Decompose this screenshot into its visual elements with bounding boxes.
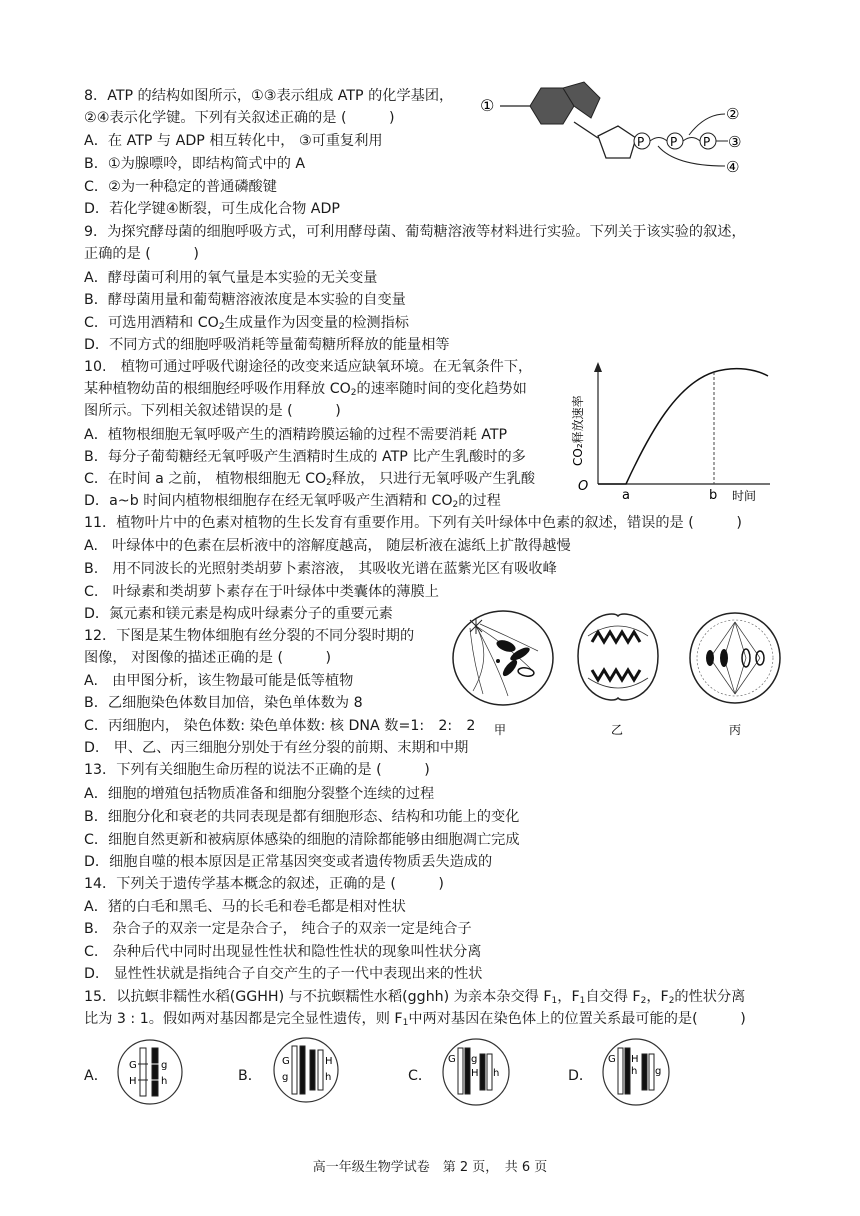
q13-option-b: B．细胞分化和衰老的共同表现是都有细胞形态、结构和功能上的变化 [84,809,520,825]
label-yi: 乙 [611,723,624,737]
q14-option-a: A．猪的白毛和黑毛、马的长毛和卷毛都是相对性状 [84,899,406,915]
atp-structure-figure [470,80,770,180]
q15-option-b-figure [272,1036,340,1104]
origin-label: O [578,479,589,494]
q15-option-c-label: C． [408,1068,433,1084]
q15-option-c-figure [440,1036,512,1108]
q8-option-c: C．②为一种稳定的普通磷酸键 [84,179,277,195]
q8-stem-2: ②④表示化学键。下列有关叙述正确的是 ( ) [84,110,395,126]
q10-option-b: B．每分子葡萄糖经无氧呼吸产生酒精时生成的 ATP 比产生乳酸时的多 [84,449,526,465]
q13-option-a: A．细胞的增殖包括物质准备和细胞分裂整个连续的过程 [84,786,435,802]
q8-option-a: A．在 ATP 与 ADP 相互转化中， ③可重复利用 [84,133,383,149]
q10-option-c: C．在时间 a 之前， 植物根细胞无 $CO_2$释放， 只进行无氧呼吸产生乳酸 [84,471,536,488]
q13-option-d: D．细胞自噬的根本原因是正常基因突变或者遗传物质丢失造成的 [84,854,493,870]
gene-h: h [325,1072,332,1083]
cell-yi [578,614,658,700]
q15-option-d-figure [600,1036,672,1108]
q15-option-b-label: B． [238,1068,262,1084]
gene-G: G [448,1054,456,1065]
q12-stem-2: 图像， 对图像的描述正确的是 ( ) [84,650,332,666]
gene-h: h [161,1076,168,1087]
label-bing: 丙 [729,723,742,737]
q9-option-a: A．酵母菌可利用的氧气量是本实验的无关变量 [84,270,378,286]
phosphate-1-label: P [637,135,645,149]
gene-H: H [325,1056,333,1067]
q15-stem-1: 15．以抗螟非糯性水稻(GGHH) 与不抗螟糯性水稻(gghh) 为亲本杂交得 $F_1$，$F_1$自交得 $F_2$，$F_2$的性状分离 [84,989,746,1006]
q9-stem-1: 9．为探究酵母菌的细胞呼吸方式，可利用酵母菌、葡萄糖溶液等材料进行实验。下列关于该实验的叙述， [84,224,746,240]
gene-H: H [129,1076,137,1087]
q10-option-d: D．a~b 时间内植物根细胞存在经无氧呼吸产生酒精和 $CO_2$的过程 [84,493,501,510]
q13-option-c: C．细胞自然更新和被病原体感染的细胞的清除都能够由细胞凋亡完成 [84,832,520,848]
rate-curve [598,369,768,484]
q8-option-d: D．若化学键④断裂，可生成化合物 ADP [84,201,340,217]
gene-G: G [282,1056,290,1067]
q10-stem-2: 某种植物幼苗的根细胞经呼吸作用释放 $CO_2$的速率随时间的变化趋势如 [84,381,527,398]
q12-option-b: B．乙细胞染色体数目加倍，染色单体数为 8 [84,695,363,711]
q9-option-b: B．酵母菌用量和葡萄糖溶液浓度是本实验的自变量 [84,292,406,308]
atp-label-3: ③ [728,133,742,151]
gene-H: H [471,1068,479,1079]
gene-H: H [631,1054,639,1065]
q10-option-a: A．植物根细胞无氧呼吸产生的酒精跨膜运输的过程不需要消耗 ATP [84,427,508,443]
q9-option-d: D．不同方式的细胞呼吸消耗等量葡萄糖所释放的能量相等 [84,337,450,353]
mitosis-figure [448,606,784,742]
q15-stem-2: 比为 3 : 1。假如两对基因都是完全显性遗传，则 $F_1$中两对基因在染色体上的位置关系最可能的是( ) [84,1011,746,1028]
y-axis-label: CO₂释放速率 [571,395,585,466]
q8-stem-1: 8．ATP 的结构如图所示，①③表示组成 ATP 的化学基团， [84,88,454,104]
q12-option-d: D. 甲、乙、丙三细胞分别处于有丝分裂的前期、末期和中期 [84,740,469,756]
phosphate-2-label: P [670,135,678,149]
q12-option-c: C．丙细胞内， 染色体数: 染色单体数: 核 DNA 数=1: 2: 2 [84,718,476,734]
q10-stem-3: 图所示。下列相关叙述错误的是 ( ) [84,403,341,419]
page-footer: 高一年级生物学试卷 第 2 页， 共 6 页 [312,1160,548,1175]
q11-option-b: B. 用不同波长的光照射类胡萝卜素溶液， 其吸收光谱在蓝紫光区有吸收峰 [84,561,557,577]
gene-h: h [493,1068,500,1079]
gene-g: g [282,1072,289,1083]
q9-option-c: C．可选用酒精和 $CO_2$生成量作为因变量的检测指标 [84,315,409,332]
q14-option-c: C. 杂种后代中同时出现显性性状和隐性性状的现象叫性状分离 [84,944,482,960]
gene-g: g [161,1060,168,1071]
phosphate-3-label: P [703,135,711,149]
tick-a: a [622,488,630,503]
q15-option-a-label: A． [84,1068,108,1084]
q14-option-b: B. 杂合子的双亲一定是杂合子， 纯合子的双亲一定是纯合子 [84,921,472,937]
q11-option-a: A. 叶绿体中的色素在层析液中的溶解度越高， 随层析液在滤纸上扩散得越慢 [84,538,571,554]
gene-G: G [129,1060,137,1071]
atp-label-4: ④ [726,158,740,176]
q14-option-d: D. 显性性状就是指纯合子自交产生的子一代中表现出来的性状 [84,966,483,982]
tick-b: b [709,488,718,503]
gene-g: g [471,1054,478,1065]
q9-stem-2: 正确的是 ( ) [84,246,199,262]
q15-option-a-figure [116,1038,184,1106]
q10-stem-1: 10. 植物可通过呼吸代谢途径的改变来适应缺氧环境。在无氧条件下， [84,359,533,375]
gene-h: h [631,1066,638,1077]
gene-g: g [655,1066,662,1077]
q11-option-d: D．氮元素和镁元素是构成叶绿素分子的重要元素 [84,606,393,622]
q12-stem-1: 12．下图是某生物体细胞有丝分裂的不同分裂时期的 [84,628,415,644]
atp-label-2: ② [726,105,740,123]
q14-stem: 14．下列关于遗传学基本概念的叙述，正确的是 ( ) [84,876,444,892]
q8-option-b: B．①为腺嘌呤，即结构简式中的 A [84,156,306,172]
q11-option-c: C. 叶绿素和类胡萝卜素存在于叶绿体中类囊体的薄膜上 [84,584,439,600]
x-axis-label: 时间 [732,489,757,503]
atp-label-1: ① [480,96,495,115]
gene-G: G [608,1054,616,1065]
q15-option-d-label: D． [568,1068,594,1084]
label-jia: 甲 [494,723,507,737]
co2-release-chart [562,362,774,504]
q13-stem: 13．下列有关细胞生命历程的说法不正确的是 ( ) [84,762,430,778]
cell-bing [690,613,780,703]
q11-stem: 11．植物叶片中的色素对植物的生长发育有重要作用。下列有关叶绿体中色素的叙述，错误的是 ( ) [84,515,742,531]
q12-option-a: A. 由甲图分析，该生物最可能是低等植物 [84,673,354,689]
cell-jia [453,611,553,705]
